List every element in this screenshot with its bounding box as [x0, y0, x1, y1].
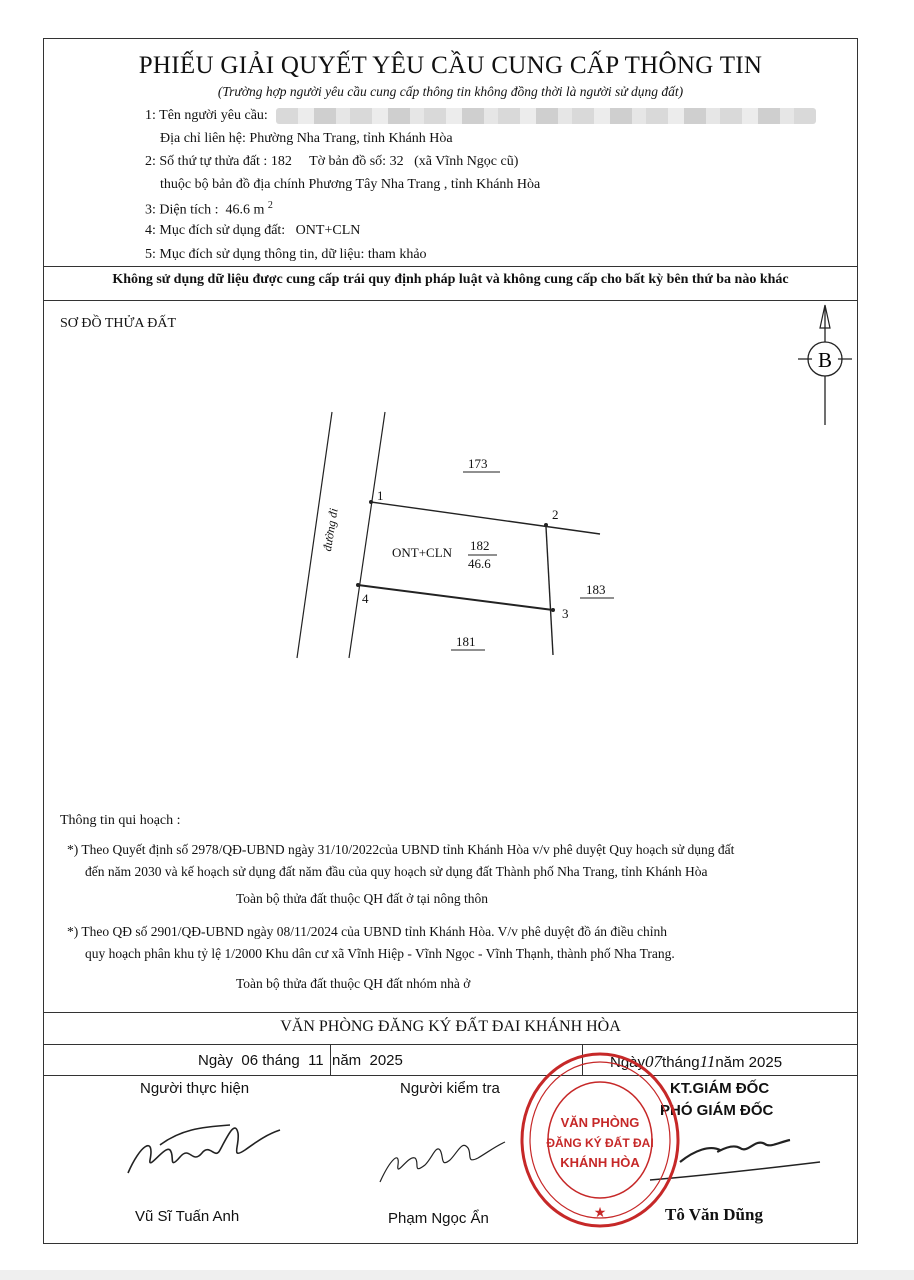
road-label: đường đi — [320, 507, 341, 553]
planning-1-line-3: Toàn bộ thửa đất thuộc QH đất ở tại nông thôn — [236, 891, 488, 906]
role-director: KT.GIÁM ĐỐC — [670, 1080, 770, 1097]
address-line: Địa chỉ liên hệ: Phường Nha Trang, tỉnh Khánh Hòa — [160, 131, 453, 146]
neighbor-173: 173 — [468, 456, 488, 471]
svg-text:ĐĂNG KÝ ĐẤT ĐAI: ĐĂNG KÝ ĐẤT ĐAI — [546, 1136, 654, 1150]
planning-2-line-1: *) Theo QĐ số 2901/QĐ-UBND ngày 08/11/2024 của UBND tỉnh Khánh Hòa. V/v phê duyệt đồ án điều chỉnh — [67, 924, 668, 939]
neighbor-183: 183 — [586, 582, 606, 597]
north-letter: B — [817, 348, 833, 372]
document-title: PHIẾU GIẢI QUYẾT YÊU CẦU CUNG CẤP THÔNG TIN — [138, 52, 763, 79]
purpose-line: 4: Mục đích sử dụng đất: ONT+CLN — [145, 223, 361, 238]
vertex-marker — [356, 583, 360, 587]
parcel-number-label: 182 — [470, 538, 490, 553]
planning-1-line-1: *) Theo Quyết định số 2978/QĐ-UBND ngày 31/10/2022của UBND tỉnh Khánh Hòa v/v phê duyệt Quy hoạch sử dụng đất — [67, 842, 735, 857]
area-text: 3: Diện tích : 46.6 m — [145, 202, 265, 218]
area-line — [145, 200, 273, 219]
svg-text:KHÁNH HÒA: KHÁNH HÒA — [560, 1155, 640, 1170]
planning-2-line-3: Toàn bộ thửa đất thuộc QH đất nhóm nhà ở — [236, 976, 471, 991]
vertex-marker — [544, 523, 548, 527]
svg-text:VĂN PHÒNG: VĂN PHÒNG — [560, 1115, 640, 1130]
name-director: Tô Văn Dũng — [665, 1205, 763, 1224]
divider — [43, 1012, 858, 1013]
date-left: Ngày 06 tháng 11 năm 2025 — [198, 1052, 403, 1069]
vertex-marker — [551, 608, 555, 612]
parcel-edge-east — [546, 527, 553, 655]
date-right-year: năm 2025 — [715, 1054, 783, 1071]
vertex-label-4: 4 — [362, 591, 369, 606]
parcel-use-label: ONT+CLN — [392, 545, 453, 560]
requester-label: 1: Tên người yêu cầu: — [145, 108, 268, 124]
parcel-area-label: 46.6 — [468, 556, 491, 571]
neighbor-181: 181 — [456, 634, 476, 649]
parcel-edge-north — [371, 502, 600, 534]
road-edge-right — [349, 412, 385, 658]
parcel-line: 2: Số thứ tự thửa đất : 182 Tờ bản đồ số: 32 (xã Vĩnh Ngọc cũ) — [145, 154, 519, 169]
area-sup: 2 — [267, 200, 273, 211]
divider — [43, 1075, 858, 1076]
divider — [43, 266, 858, 267]
official-stamp — [515, 1045, 685, 1235]
vertex-label-2: 2 — [552, 507, 559, 522]
redacted-name — [276, 108, 816, 124]
signature-performer — [120, 1105, 300, 1185]
role-checker: Người kiểm tra — [400, 1080, 500, 1097]
requester-row — [145, 108, 816, 124]
vertex-marker — [369, 500, 373, 504]
parcel-edge-south — [358, 585, 553, 610]
date-right-prefix: Ngày — [610, 1054, 646, 1071]
vertex-label-1: 1 — [377, 488, 384, 503]
role-performer: Người thực hiện — [140, 1080, 250, 1097]
svg-text:★: ★ — [593, 1206, 607, 1221]
planning-2-line-2: quy hoạch phân khu tỷ lệ 1/2000 Khu dân cư xã Vĩnh Hiệp - Vĩnh Ngọc - Vĩnh Thạnh, thành phố Nha Trang. — [85, 946, 675, 961]
date-right-month-label: tháng — [662, 1054, 700, 1071]
map-set-line: thuộc bộ bản đồ địa chính Phương Tây Nha Trang , tỉnh Khánh Hòa — [160, 177, 541, 192]
date-right-day: 07 — [645, 1052, 663, 1071]
name-checker: Phạm Ngọc Ẩn — [388, 1210, 489, 1227]
role-deputy: PHÓ GIÁM ĐỐC — [660, 1102, 774, 1119]
document-subtitle: (Trường hợp người yêu cầu cung cấp thông tin không đồng thời là người sử dụng đất) — [217, 84, 684, 99]
planning-1-line-2: đến năm 2030 và kế hoạch sử dụng đất năm đầu của quy hoạch sử dụng đất Thành phố Nha Trang, tỉnh Khánh Hòa — [85, 864, 708, 879]
vertex-label-3: 3 — [562, 606, 569, 621]
name-performer: Vũ Sĩ Tuấn Anh — [135, 1208, 240, 1225]
date-right-month: 11 — [699, 1052, 716, 1071]
warning-text: Không sử dụng dữ liệu được cung cấp trái quy định pháp luật và không cung cấp cho bất kỳ bên thứ ba nào khác — [112, 272, 789, 287]
divider — [43, 1044, 858, 1045]
page-bottom-strip — [0, 1270, 914, 1280]
office-name: VĂN PHÒNG ĐĂNG KÝ ĐẤT ĐAI KHÁNH HÒA — [280, 1018, 621, 1035]
column-divider — [330, 1044, 331, 1076]
planning-heading: Thông tin qui hoạch : — [60, 813, 181, 828]
signature-checker — [370, 1120, 520, 1190]
diagram-heading: SƠ ĐỒ THỬA ĐẤT — [60, 316, 176, 331]
info-purpose-line: 5: Mục đích sử dụng thông tin, dữ liệu: tham khảo — [145, 247, 427, 262]
